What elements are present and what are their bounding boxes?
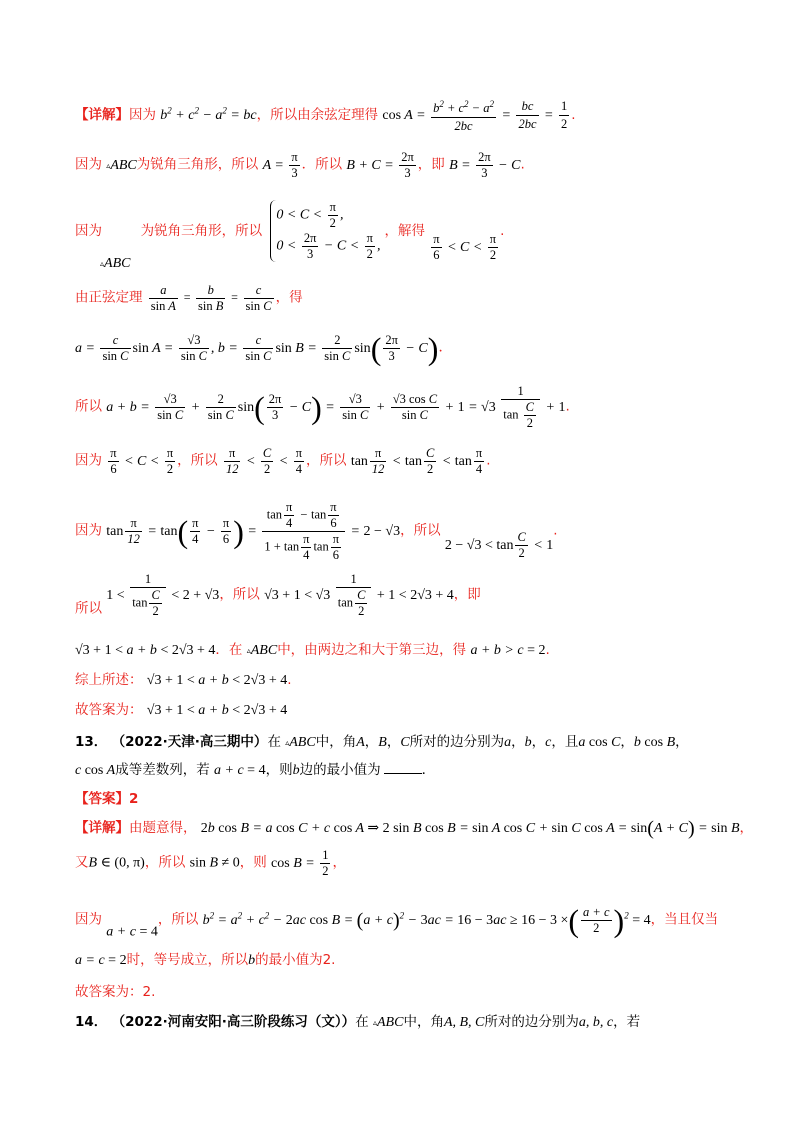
solution-line-7: 因为 $\frac{\pi}{6}$ < C < $\frac{\pi}{2}$ ，所以 $\frac{\pi}{12}$ < $\frac{C}{2}$ < $\frac{\pi}{4}$ ，所以 tan $\frac{\pi}{12}$ < tan $\frac{C}{2}$ < tan $\frac{\pi}{4}$ .	[75, 446, 491, 476]
solution-line-3: 因为 为锐角三角形，所以 0 < C < $\frac{\pi}{2}$ , 0 < $\frac{2\pi}{3}$ − C < $\frac{\pi}{2}$ , ，解得 $\frac{\pi}{6}$ < C < $\frac{\pi}{2}$ .	[75, 200, 505, 263]
question-13-line-2: c cos A成等差数列，若 a + c = 4，则b边的最小值为 ．	[75, 762, 436, 778]
formula: B = $\frac{2\pi}{3}$ − C	[449, 150, 521, 180]
formula: $\frac{\pi}{6}$ < C < $\frac{\pi}{2}$	[110, 446, 174, 476]
formula: $\frac{a}{\text{sin A}}$ = $\frac{b}{\text{sin B}}$ = $\frac{c}{\text{sin C}}$	[150, 283, 272, 313]
solution-line-9: 所以 1 < 1 tan $\frac{C}{2}$ < 2 + √3，所以 √3 + 1 < √3 1 tan $\frac{C}{2}$ + 1 < 2√3 + 4，即	[75, 572, 481, 618]
question-source: （2022·河南安阳·高三阶段练习（文））	[111, 1014, 356, 1030]
formula: a + b = $\frac{√3}{\text{sin C}}$ + $\frac{2}{\text{sin C}}$ sin( $\frac{2\pi}{3}$ − C) = $\frac{√3}{\text{sin C}}$ + $\frac{\text{√3 cos C}}{\text{sin C}}$ + 1 = √3 1 tan $\frac{C}{2}$ + 1	[106, 384, 566, 430]
answer-value: 2	[129, 791, 139, 807]
formula: tan $\frac{\pi}{12}$ = tan( $\frac{\pi}{4}$ − $\frac{\pi}{6}$ ) = tan $\frac{\pi}{4}$ − tan $\frac{\pi}{6}$ 1 + tan $\frac{\pi}{4}$ tan $\frac{\pi}{6}$ = 2 − √3	[106, 500, 401, 562]
formula: ▵ABC	[106, 157, 137, 173]
triangle-label: ▵ABC	[100, 256, 131, 271]
formula: tan $\frac{\pi}{12}$ < tan $\frac{C}{2}$ < tan $\frac{\pi}{4}$	[350, 446, 483, 476]
solution-line-10: √3 + 1 < a + b < 2√3 + 4．在 ▵ABC中，由两边之和大于第三边，得 a + b > c = 2.	[75, 642, 550, 658]
formula: $\frac{\pi}{6}$ < C < $\frac{\pi}{2}$	[433, 232, 497, 263]
formula: $b^2 = a^2 + c^2 - 2ac$ $\cos B = (a + c)^2 - 3ac = 16 - 3ac \ge 16 - 3$ ×( $\frac{a + c}{2}$ )$^2$ = 4	[202, 902, 651, 938]
formula: B + C = $\frac{2\pi}{3}$	[346, 150, 414, 180]
detail-13-line-4: a = c = 2时，等号成立，所以b的最小值为2.	[75, 952, 336, 968]
formula: $\frac{\pi}{12}$ < $\frac{C}{2}$ < $\frac{\pi}{4}$	[225, 446, 303, 476]
solution-line-6: 所以 a + b = $\frac{√3}{\text{sin C}}$ + $\frac{2}{\text{sin C}}$ sin( $\frac{2\pi}{3}$ − C) = $\frac{√3}{\text{sin C}}$ + $\frac{\text{√3 cos C}}{\text{sin C}}$ + 1 = √3 1 tan $\frac{C}{2}$ + 1.	[75, 384, 570, 430]
solution-line-2: 因为 ▵ABC为锐角三角形，所以 A = $\frac{\pi}{3}$ ．所以 B + C = $\frac{2\pi}{3}$ ，即 B = $\frac{2\pi}{3}$ − C.	[75, 150, 525, 180]
question-13: 13． （2022·天津·高三期中）在 ▵ABC中，角A，B，C所对的边分别为a，b，c，且a cos C，b cos B，	[75, 734, 689, 750]
solution-line-12: 故答案为： √3 + 1 < a + b < 2√3 + 4	[75, 702, 288, 718]
formula: √3 + 1 < √3 1 tan $\frac{C}{2}$ + 1 < 2√3 + 4	[264, 572, 454, 618]
formula: √3 + 1 < a + b < 2√3 + 4	[146, 703, 288, 718]
answer-blank	[384, 773, 422, 774]
formula: cos B = $\frac{1}{2}$	[271, 848, 329, 878]
detail-13-line-2: 又B ∈ (0, π)，所以 sin B ≠ 0，则 cos B = $\frac{1}{2}$ ，	[75, 848, 346, 878]
formula: sin B ≠ 0	[189, 855, 240, 871]
solution-line-4: 由正弦定理 $\frac{a}{\text{sin A}}$ = $\frac{b}{\text{sin B}}$ = $\frac{c}{\text{sin C}}$ ，得	[75, 283, 303, 313]
formula: ▵ABC	[246, 643, 278, 658]
detail-tag: 【详解】	[75, 106, 129, 123]
formula: 2b cos B = a cos C + c cos A ⇒ 2 sin B cos B = sin A cos C + sin C cos A = sin(A + C) = sin B	[200, 817, 740, 840]
answer-tag: 【答案】	[75, 791, 129, 807]
detail-13-line-1: 【详解】由题意得， 2b cos B = a cos C + c cos A ⇒ 2 sin B cos B = sin A cos C + sin C cos A = sin(A + C) = sin B，	[75, 817, 754, 840]
formula: a + b > c = 2	[470, 643, 546, 658]
question-number: 13．	[75, 734, 108, 750]
formula: a + c = 4	[106, 924, 158, 940]
question-14: 14． （2022·河南安阳·高三阶段练习（文））在 ▵ABC中，角A, B, C所对的边分别为a, b, c，若	[75, 1014, 641, 1030]
question-source: （2022·天津·高三期中）	[111, 734, 268, 750]
solution-line-11: 综上所述： √3 + 1 < a + b < 2√3 + 4.	[75, 672, 292, 688]
inequality-system: 0 < C < $\frac{\pi}{2}$ , 0 < $\frac{2\pi}{3}$ − C < $\frac{\pi}{2}$ ,	[270, 200, 380, 262]
solution-line-5: a = $\frac{c}{\text{sin C}}$ sin A = $\frac{√3}{\text{sin C}}$ , b = $\frac{c}{\text{sin C}}$ sin B = $\frac{2}{\text{sin C}}$ sin( $\frac{2\pi}{3}$ − C).	[75, 330, 443, 366]
formula: $b^2 + c^2 - a^2$ = bc	[160, 105, 257, 123]
formula: A = $\frac{\pi}{3}$	[262, 150, 298, 180]
formula: cos A = $\frac{b^2 + c^2 - a^2}{2bc}$ = $\frac{bc}{2bc}$ = $\frac{1}{2}$	[382, 108, 571, 123]
detail-13-line-3: 因为 a + c = 4，所以 $b^2 = a^2 + c^2 - 2ac$ $\cos B = (a + c)^2 - 3ac = 16 - 3ac \ge 16 - 3$ ×( $\frac{a + c}{2}$ )$^2$ = 4，当且仅当	[75, 902, 719, 940]
final-answer-13: 故答案为：2.	[75, 984, 156, 1000]
solution-line-1: 【详解】因为 $b^2 + c^2 - a^2$ = bc，所以由余弦定理得 cos A = $\frac{b^2 + c^2 - a^2}{2bc}$ = $\frac{bc}{2bc}$ = $\frac{1}{2}$ .	[75, 96, 740, 135]
answer-13	[75, 787, 740, 807]
formula: 1 < 1 tan $\frac{C}{2}$ < 2 + √3	[106, 572, 220, 618]
formula: a = c = 2	[75, 953, 127, 968]
formula: B ∈ (0, π)	[88, 855, 145, 871]
formula: √3 + 1 < a + b < 2√3 + 4	[146, 673, 288, 688]
question-number: 14．	[75, 1014, 108, 1030]
formula: 2 − √3 < tan $\frac{C}{2}$ < 1	[444, 530, 554, 560]
solution-line-8: 因为 tan $\frac{\pi}{12}$ = tan( $\frac{\pi}{4}$ − $\frac{\pi}{6}$ ) = tan $\frac{\pi}{4}$ − tan $\frac{\pi}{6}$ 1 + tan $\frac{\pi}{4}$ tan $\frac{\pi}{6}$ = 2 − √3，所以 2 − √3 < tan $\frac{C}{2}$ < 1.	[75, 500, 558, 562]
formula: a = $\frac{c}{\text{sin C}}$ sin A = $\frac{√3}{\text{sin C}}$ , b = $\frac{c}{\text{sin C}}$ sin B = $\frac{2}{\text{sin C}}$ sin( $\frac{2\pi}{3}$ − C)	[75, 330, 439, 366]
formula: √3 + 1 < a + b < 2√3 + 4	[75, 643, 216, 658]
